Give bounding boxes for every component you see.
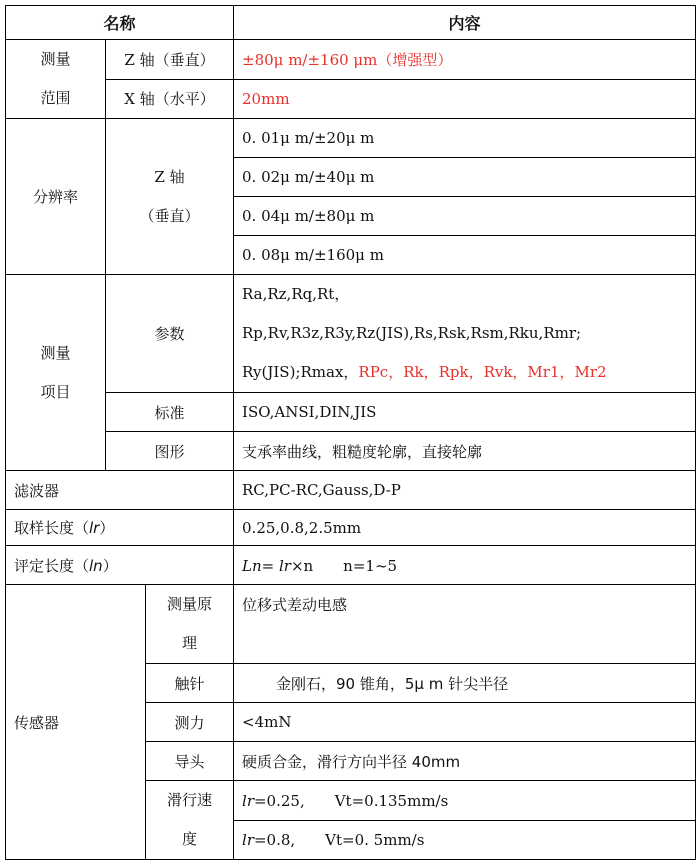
speed-1-rest: =0.25, Vt=0.135mm/s — [253, 791, 449, 810]
sensor-speed-label — [146, 781, 234, 860]
items-graph-value: 支承率曲线，粗糙度轮廓，直接轮廓 — [234, 432, 696, 471]
range-axis-x: X 轴（水平） — [106, 79, 234, 119]
sensor-speed-line2: 度 — [182, 830, 198, 848]
sampling-label-symbol: lr — [89, 519, 100, 537]
sensor-speed-value-2 — [234, 820, 696, 860]
range-axis-z: Z 轴（垂直） — [106, 40, 234, 80]
range-label — [6, 40, 106, 119]
sampling-label-suffix: ） — [99, 519, 115, 537]
resolution-label: 分辨率 — [6, 119, 106, 275]
resolution-row-1 — [6, 119, 696, 158]
range-label-line2: 范围 — [40, 89, 71, 107]
sensor-force-label: 测力 — [146, 703, 234, 742]
evaluation-value — [234, 546, 696, 585]
filter-label: 滤波器 — [6, 471, 234, 510]
sensor-principle-label — [146, 585, 234, 664]
sensor-stylus-value: 金刚石，90 锥角，5μ m 针尖半径 — [234, 664, 696, 703]
items-standard-label: 标准 — [106, 393, 234, 432]
range-label-line1: 测量 — [40, 50, 71, 68]
resolution-axis-line1: Z 轴 — [154, 167, 185, 186]
sensor-principle-row — [6, 585, 696, 664]
range-row-x — [6, 79, 696, 119]
sensor-label: 传感器 — [6, 585, 146, 860]
resolution-value-3: 0. 04μ m/±80μ m — [234, 197, 696, 236]
range-value-x: 20mm — [234, 79, 696, 119]
items-params-label: 参数 — [106, 275, 234, 393]
spec-table — [5, 5, 696, 860]
evaluation-row — [6, 546, 696, 585]
header-content: 内容 — [234, 6, 696, 40]
sensor-principle-line2: 理 — [182, 634, 198, 652]
sampling-row — [6, 510, 696, 546]
resolution-axis — [106, 119, 234, 275]
header-row — [6, 6, 696, 40]
params-line-3-red: RPc，Rk，Rpk，Rvk，Mr1，Mr2 — [358, 363, 607, 381]
items-label — [6, 275, 106, 471]
sensor-stylus-label: 触针 — [146, 664, 234, 703]
resolution-value-1: 0. 01μ m/±20μ m — [234, 119, 696, 158]
range-value-z: ±80μ m/±160 μm（增强型） — [234, 40, 696, 80]
sampling-label — [6, 510, 234, 546]
items-label-line1: 测量 — [40, 343, 71, 362]
evaluation-label — [6, 546, 234, 585]
params-line-2: Rp,Rv,R3z,R3y,Rz(JIS),Rs,Rsk,Rsm,Rku,Rmr; — [242, 324, 582, 342]
filter-value: RC,PC-RC,Gauss,D-P — [234, 471, 696, 510]
speed-2-symbol: lr — [242, 831, 254, 850]
sensor-speed-value-1 — [234, 781, 696, 821]
sensor-guide-value: 硬质合金，滑行方向半径 40mm — [234, 742, 696, 781]
evaluation-value-symbol2: lr — [278, 556, 291, 575]
items-label-line2: 项目 — [40, 382, 71, 401]
items-graph-label: 图形 — [106, 432, 234, 471]
header-name: 名称 — [6, 6, 234, 40]
sensor-speed-line1: 滑行速 — [167, 791, 213, 809]
sampling-value: 0.25,0.8,2.5mm — [234, 510, 696, 546]
items-graph-row — [6, 432, 696, 471]
sensor-guide-label: 导头 — [146, 742, 234, 781]
evaluation-value-symbol: Ln — [242, 556, 262, 575]
resolution-axis-line2: （垂直） — [139, 206, 200, 225]
params-line-3-black: Ry(JIS);Rmax， — [242, 363, 359, 381]
items-params-row — [6, 275, 696, 393]
resolution-value-2: 0. 02μ m/±40μ m — [234, 158, 696, 197]
sampling-label-prefix: 取样长度（ — [14, 519, 90, 537]
evaluation-value-rest: ×n n=1~5 — [290, 556, 398, 575]
sensor-principle-value: 位移式差动电感 — [234, 585, 696, 664]
evaluation-label-suffix: ） — [102, 556, 118, 575]
sensor-force-value: <4mN — [234, 703, 696, 742]
sensor-principle-line1: 测量原 — [167, 595, 213, 613]
evaluation-label-prefix: 评定长度（ — [14, 556, 90, 575]
items-standard-row — [6, 393, 696, 432]
filter-row — [6, 471, 696, 510]
range-row-z — [6, 40, 696, 80]
speed-1-symbol: lr — [242, 791, 254, 810]
speed-2-rest: =0.8, Vt=0. 5mm/s — [253, 831, 425, 850]
resolution-value-4: 0. 08μ m/±160μ m — [234, 236, 696, 275]
evaluation-value-eq: = — [261, 556, 279, 575]
items-standard-value: ISO,ANSI,DIN,JIS — [234, 393, 696, 432]
params-line-3 — [242, 353, 695, 392]
items-params-value — [234, 275, 696, 393]
params-line-1: Ra,Rz,Rq,Rt， — [242, 285, 350, 303]
evaluation-label-symbol: ln — [89, 556, 103, 575]
